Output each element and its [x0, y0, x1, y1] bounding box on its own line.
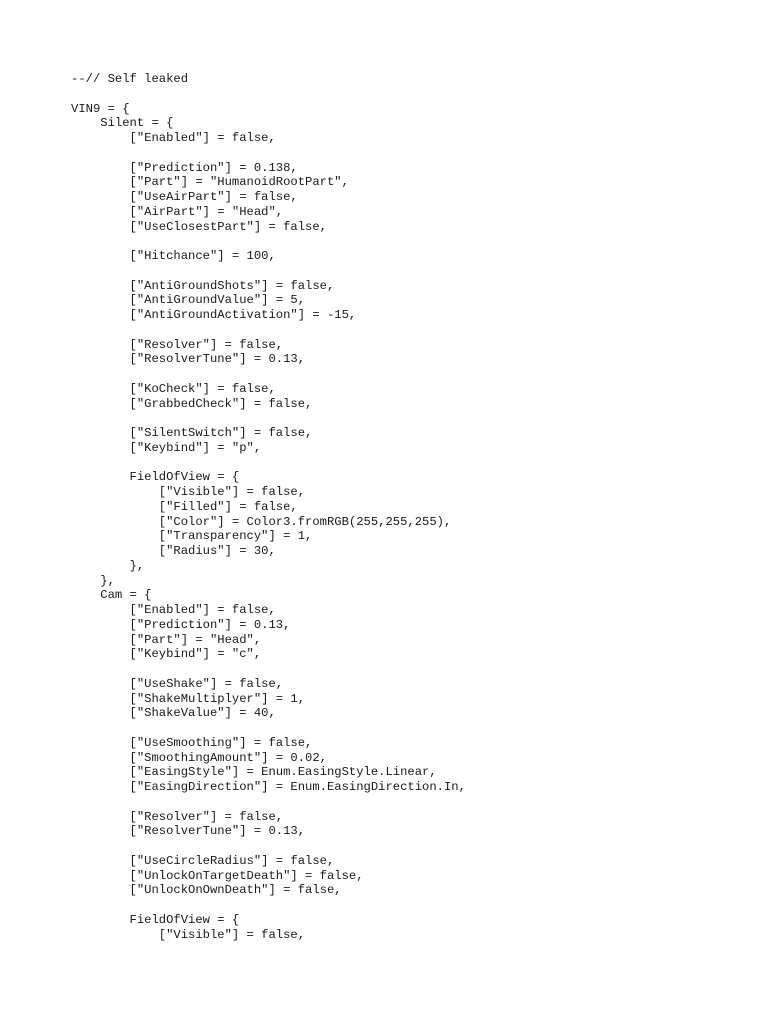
- code-line: ["KoCheck"] = false,: [71, 381, 276, 396]
- code-line: ["UnlockOnOwnDeath"] = false,: [71, 883, 342, 898]
- code-line: ["Resolver"] = false,: [71, 337, 284, 352]
- blank-line: [71, 795, 748, 810]
- fov-open-line: FieldOfView = {: [71, 912, 240, 927]
- blank-line: [71, 898, 748, 913]
- code-line: ["Hitchance"] = 100,: [71, 249, 276, 263]
- blank-line: [71, 264, 748, 279]
- cam-open-line: Cam = {: [71, 588, 152, 603]
- code-line: ["Resolver"] = false,: [71, 809, 284, 824]
- table-open-line: VIN9 = {: [71, 101, 130, 116]
- code-line: ["UseShake"] = false,: [71, 676, 284, 691]
- code-line: ["ShakeValue"] = 40,: [71, 706, 276, 721]
- code-line: ["Prediction"] = 0.13,: [71, 617, 291, 632]
- blank-line: [71, 662, 748, 677]
- code-line: ["Color"] = Color3.fromRGB(255,255,255),: [71, 514, 452, 529]
- document-page: [71, 72, 748, 942]
- code-line: ["ResolverTune"] = 0.13,: [71, 824, 306, 839]
- code-line: ["AirPart"] = "Head",: [71, 204, 284, 219]
- code-line: ["Visible"] = false,: [71, 927, 306, 942]
- code-line: ["UseSmoothing"] = false,: [71, 735, 313, 750]
- blank-line: [71, 146, 748, 161]
- code-block: [71, 72, 748, 942]
- code-line: ["AntiGroundValue"] = 5,: [71, 293, 306, 308]
- blank-line: [71, 367, 748, 382]
- blank-line: [71, 456, 748, 471]
- code-line: ["Keybind"] = "c",: [71, 647, 262, 662]
- blank-line: [71, 839, 748, 854]
- code-line: ["EasingDirection"] = Enum.EasingDirection.In,: [71, 780, 466, 794]
- code-line: ["Radius"] = 30,: [71, 544, 276, 558]
- blank-line: [71, 234, 748, 249]
- code-line: ["ResolverTune"] = 0.13,: [71, 352, 306, 367]
- code-line: ["UseClosestPart"] = false,: [71, 219, 327, 234]
- silent-open-line: Silent = {: [71, 116, 174, 131]
- code-line: ["AntiGroundShots"] = false,: [71, 278, 335, 293]
- code-line: ["AntiGroundActivation"] = -15,: [71, 308, 357, 322]
- code-line: ["Prediction"] = 0.138,: [71, 160, 298, 175]
- code-line: ["UseCircleRadius"] = false,: [71, 853, 335, 868]
- code-line: ["Part"] = "HumanoidRootPart",: [71, 175, 349, 190]
- blank-line: [71, 411, 748, 426]
- code-line: ["Part"] = "Head",: [71, 632, 262, 647]
- code-line: ["Visible"] = false,: [71, 485, 306, 499]
- blank-line: [71, 721, 748, 736]
- blank-line: [71, 87, 748, 102]
- code-line: ["UnlockOnTargetDeath"] = false,: [71, 868, 364, 883]
- code-line: ["GrabbedCheck"] = false,: [71, 396, 313, 411]
- code-line: ["Transparency"] = 1,: [71, 529, 313, 544]
- code-line: ["SilentSwitch"] = false,: [71, 426, 313, 440]
- code-line: ["UseAirPart"] = false,: [71, 190, 298, 204]
- code-line: ["SmoothingAmount"] = 0.02,: [71, 750, 327, 765]
- blank-line: [71, 323, 748, 338]
- code-line: ["Enabled"] = false,: [71, 131, 276, 145]
- code-line: ["ShakeMultiplyer"] = 1,: [71, 691, 306, 706]
- silent-close-line: },: [71, 573, 115, 588]
- code-line: ["EasingStyle"] = Enum.EasingStyle.Linear,: [71, 765, 437, 780]
- fov-open-line: FieldOfView = {: [71, 470, 240, 485]
- code-line: ["Filled"] = false,: [71, 499, 298, 514]
- fov-close-line: },: [71, 558, 145, 573]
- code-line: ["Enabled"] = false,: [71, 603, 276, 617]
- code-line: ["Keybind"] = "p",: [71, 440, 262, 455]
- comment-line: --// Self leaked: [71, 72, 189, 86]
